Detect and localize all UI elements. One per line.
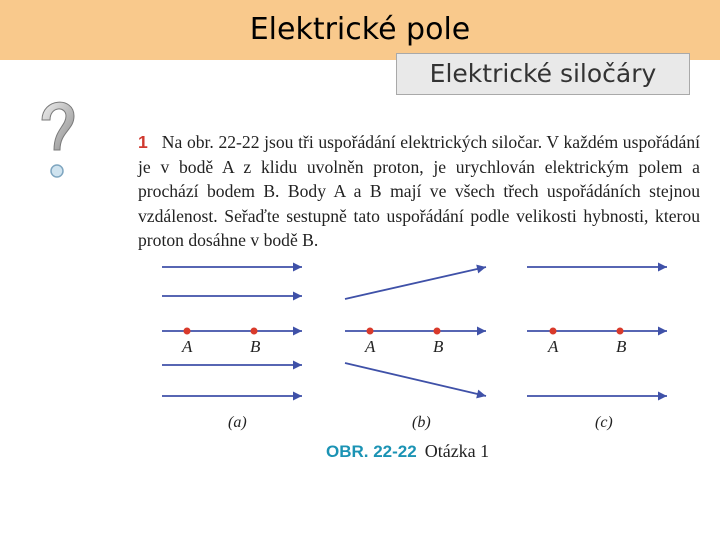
field-lines-figure [0, 250, 720, 440]
point-b-label: B [616, 337, 627, 356]
point-a-label: A [548, 337, 559, 356]
panel-label: (b) [412, 414, 431, 431]
point-a [367, 328, 374, 335]
caption-label: OBR. 22-22 [326, 442, 417, 461]
point-a [550, 328, 557, 335]
panel-a [162, 267, 302, 431]
slide-title: Elektrické pole [249, 12, 471, 47]
figure-caption [326, 441, 489, 462]
point-a-label: A [365, 337, 376, 356]
point-b-label: B [433, 337, 444, 356]
field-line [345, 267, 486, 299]
question-number: 1 [138, 132, 148, 152]
slide-subtitle: Elektrické siločáry [396, 53, 690, 95]
panel-label: (a) [228, 414, 247, 431]
point-a [184, 328, 191, 335]
point-b [434, 328, 441, 335]
point-a-label: A [182, 337, 193, 356]
question-mark-icon [34, 92, 80, 182]
point-b-label: B [250, 337, 261, 356]
point-b [617, 328, 624, 335]
question-block [138, 130, 700, 253]
point-b [251, 328, 258, 335]
field-line [345, 363, 486, 396]
panel-label: (c) [595, 414, 613, 431]
caption-text: Otázka 1 [424, 441, 490, 461]
panel-b [345, 267, 486, 431]
question-text: Na obr. 22-22 jsou tři uspořádání elektrických siločar. V každém uspořádání je v bodě A z klidu uvolněn proton, je urychlován elektrickým polem a prochází bodem B. Body A a B mají ve všech třech uspořádáních stejnou vzdálenost. Seřaďte sestupně tato uspořádání podle velikosti hybnosti, kterou proton dosáhne v bodě B. [138, 132, 700, 250]
panel-c [527, 267, 667, 431]
